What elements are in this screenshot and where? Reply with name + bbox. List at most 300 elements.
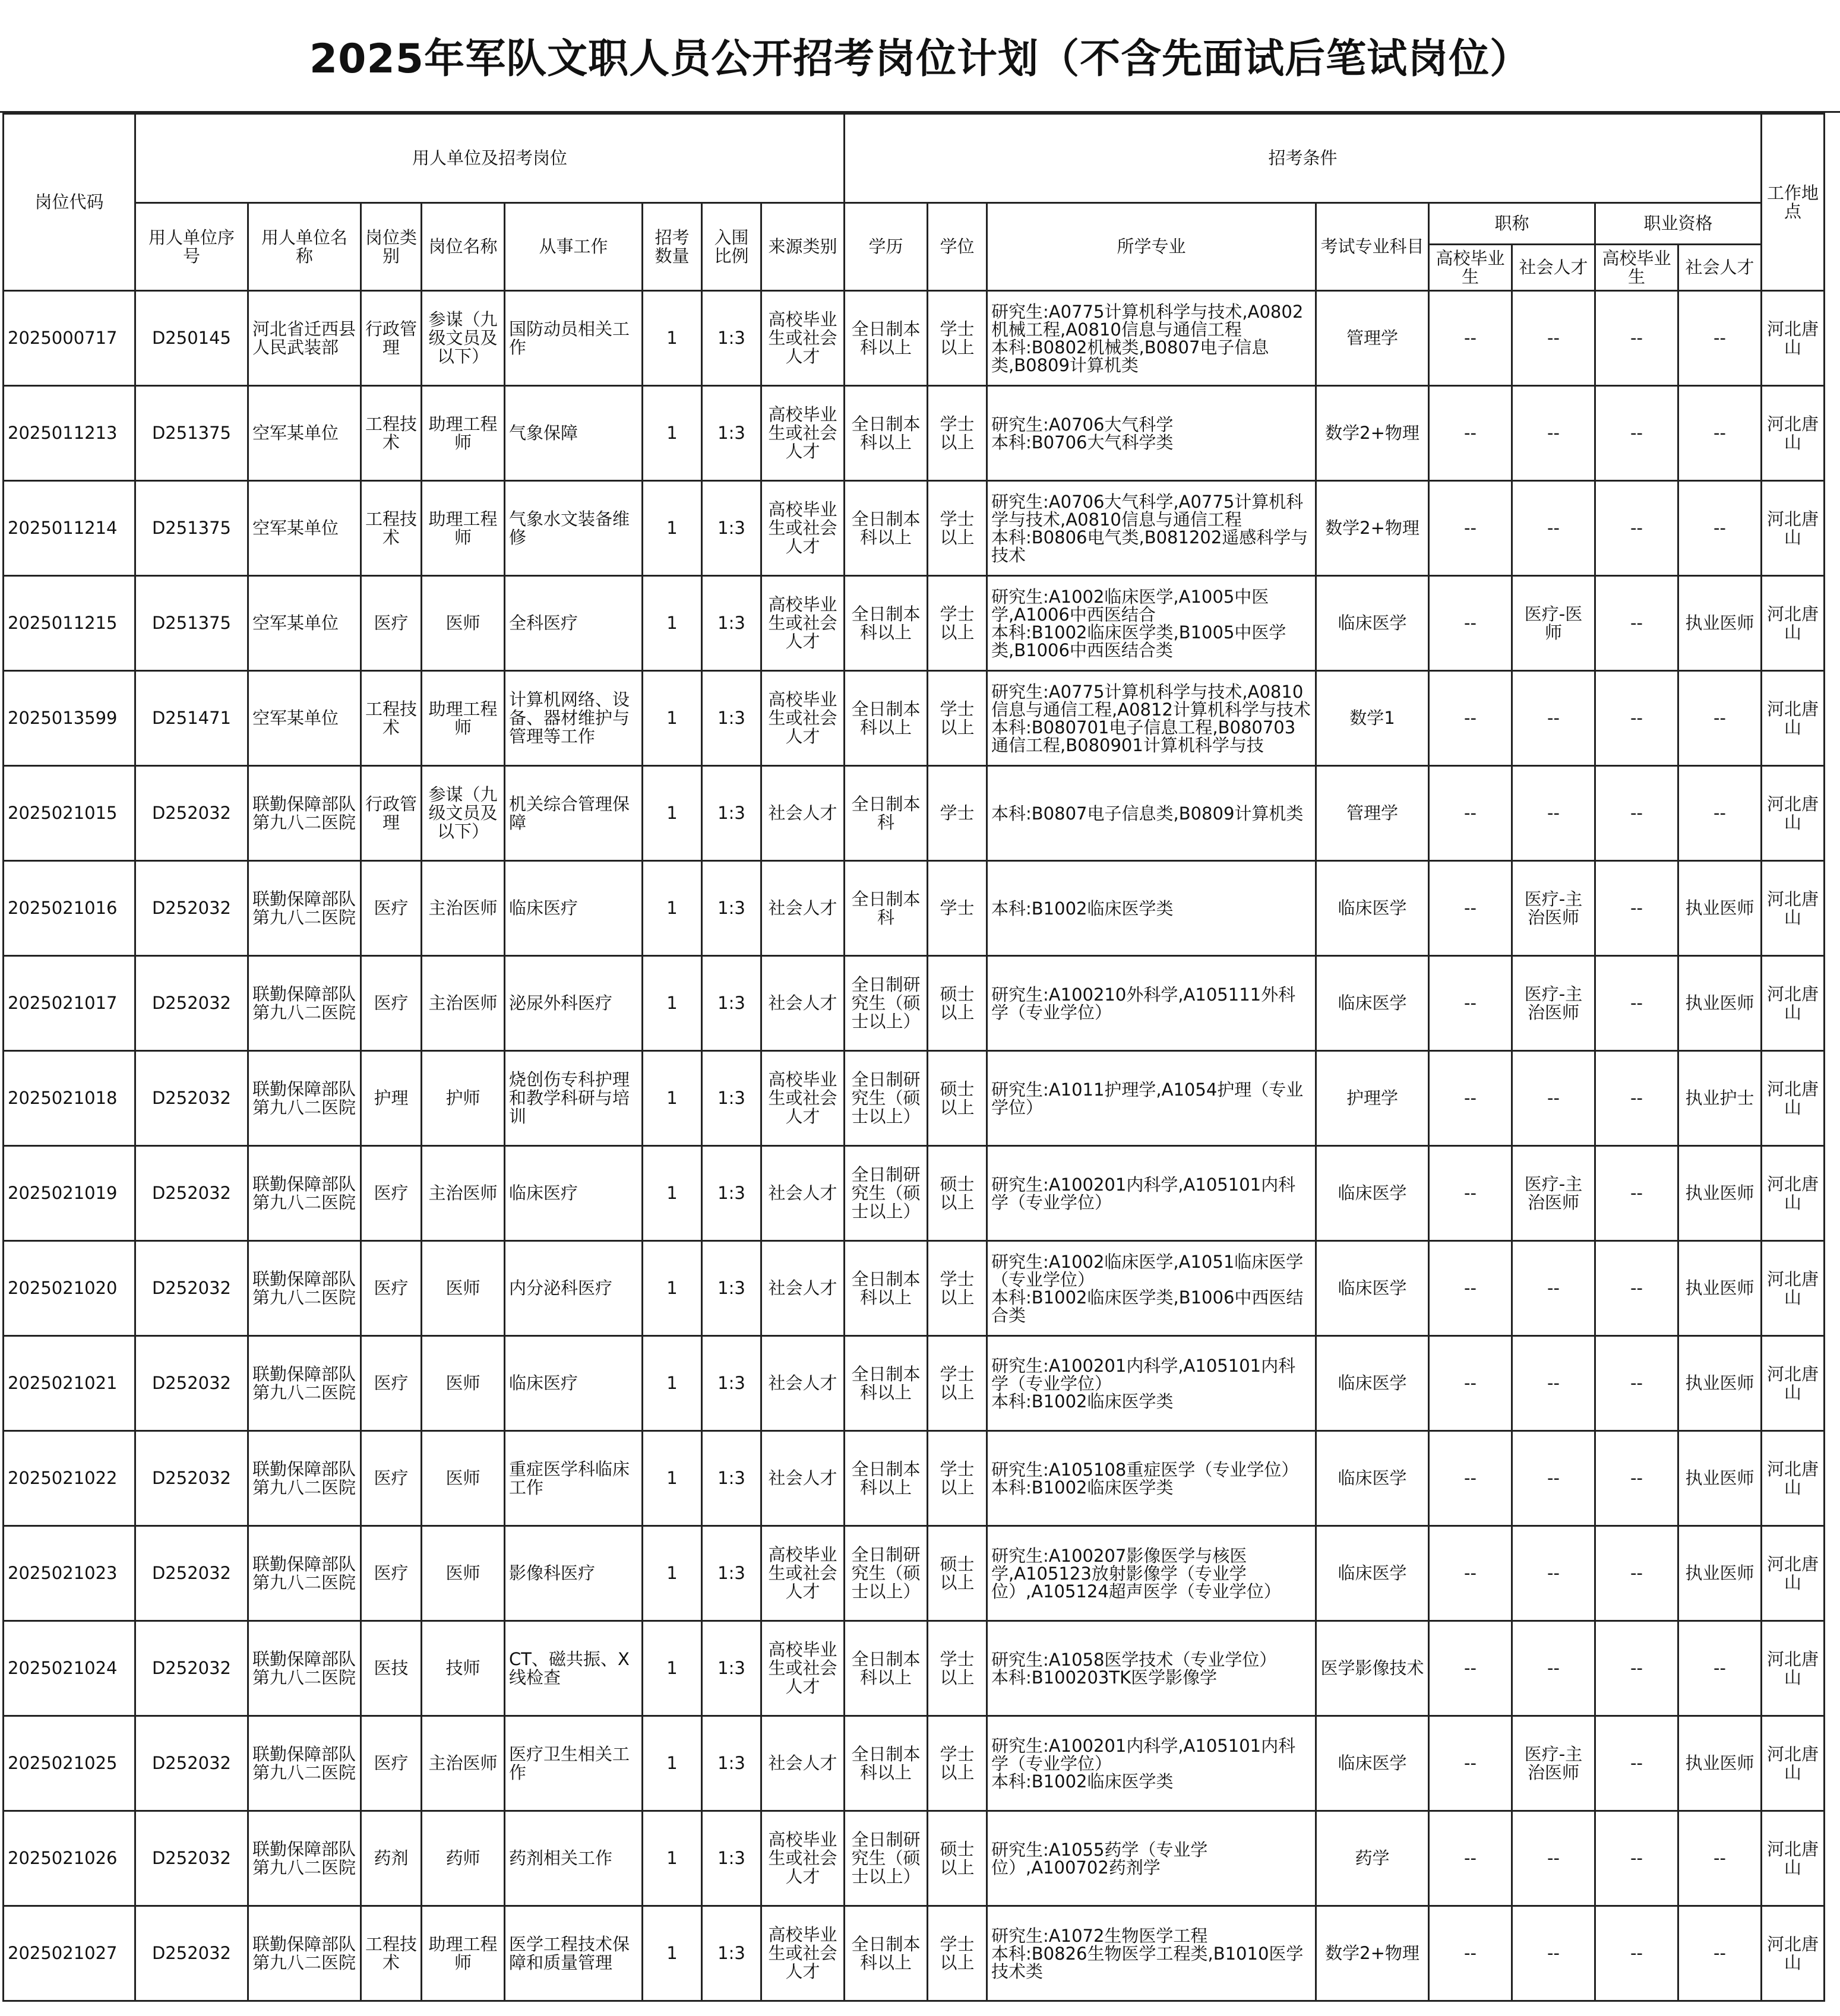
cell-unit-seq: D252032 [135, 1146, 248, 1241]
cell-source: 高校毕业生或社会人才 [761, 1526, 845, 1621]
cell-ratio: 1:3 [702, 576, 761, 671]
cell-qual-grad: -- [1595, 956, 1678, 1051]
cell-location: 河北唐山 [1762, 1621, 1825, 1716]
cell-quota: 1 [643, 1431, 702, 1526]
table-row [4, 386, 1825, 481]
cell-exam: 临床医学 [1316, 861, 1429, 956]
cell-degree: 学士以上 [928, 1716, 987, 1811]
cell-unit-seq: D252032 [135, 1906, 248, 2001]
cell-degree: 学士以上 [928, 386, 987, 481]
cell-title-grad: -- [1429, 1336, 1512, 1431]
cell-code: 2025021026 [4, 1811, 135, 1906]
cell-code: 2025021022 [4, 1431, 135, 1526]
table-row [4, 1811, 1825, 1906]
major-text: 研究生:A100207影像医学与核医学,A105123放射影像学（专业学位）,A105124超声医学（专业学位） [991, 1545, 1281, 1602]
major-text: 研究生:A100201内科学,A105101内科学（专业学位） [991, 1174, 1296, 1213]
cell-qual-grad: -- [1595, 1146, 1678, 1241]
cell-education: 全日制本科以上 [845, 1716, 928, 1811]
cell-code: 2025021025 [4, 1716, 135, 1811]
cell-work: 气象保障 [505, 386, 643, 481]
cell-qual-grad: -- [1595, 1811, 1678, 1906]
cell-ratio: 1:3 [702, 671, 761, 766]
cell-work: 临床医疗 [505, 1336, 643, 1431]
cell-location: 河北唐山 [1762, 766, 1825, 861]
cell-education: 全日制研究生（硕士以上） [845, 1526, 928, 1621]
table-row [4, 766, 1825, 861]
table-row [4, 671, 1825, 766]
cell-post-type: 工程技术 [361, 671, 422, 766]
cell-post-name: 主治医师 [422, 861, 505, 956]
cell-quota: 1 [643, 1146, 702, 1241]
cell-work: CT、磁共振、X线检查 [505, 1621, 643, 1716]
cell-title-grad: -- [1429, 481, 1512, 576]
major-text: 研究生:A1011护理学,A1054护理（专业学位） [991, 1079, 1304, 1118]
cell-quota: 1 [643, 766, 702, 861]
cell-post-type: 工程技术 [361, 1906, 422, 2001]
cell-code: 2025021027 [4, 1906, 135, 2001]
cell-exam: 管理学 [1316, 766, 1429, 861]
cell-location: 河北唐山 [1762, 956, 1825, 1051]
cell-degree: 硕士以上 [928, 956, 987, 1051]
cell-post-type: 医疗 [361, 1146, 422, 1241]
table-row [4, 1716, 1825, 1811]
cell-qual-grad: -- [1595, 1906, 1678, 2001]
cell-post-name: 助理工程师 [422, 671, 505, 766]
cell-major [987, 386, 1316, 481]
cell-major [987, 481, 1316, 576]
cell-title-grad: -- [1429, 576, 1512, 671]
cell-title-grad: -- [1429, 671, 1512, 766]
cell-unit-seq: D251375 [135, 386, 248, 481]
cell-degree: 学士以上 [928, 671, 987, 766]
cell-major [987, 1811, 1316, 1906]
cell-quota: 1 [643, 1621, 702, 1716]
cell-work: 临床医疗 [505, 1146, 643, 1241]
cell-source: 高校毕业生或社会人才 [761, 671, 845, 766]
cell-title-social: -- [1512, 671, 1595, 766]
cell-code: 2025021019 [4, 1146, 135, 1241]
cell-qual-social: 执业医师 [1678, 861, 1762, 956]
cell-education: 全日制本科以上 [845, 1621, 928, 1716]
cell-post-type: 工程技术 [361, 481, 422, 576]
header-conditions-group: 招考条件 [845, 114, 1762, 203]
cell-quota: 1 [643, 956, 702, 1051]
cell-source: 高校毕业生或社会人才 [761, 386, 845, 481]
header-education: 学历 [845, 203, 928, 291]
cell-ratio: 1:3 [702, 291, 761, 386]
cell-exam: 数学2+物理 [1316, 1906, 1429, 2001]
cell-degree: 学士以上 [928, 1336, 987, 1431]
cell-unit-name: 空军某单位 [248, 386, 361, 481]
cell-title-social: -- [1512, 1621, 1595, 1716]
cell-qual-grad: -- [1595, 576, 1678, 671]
cell-ratio: 1:3 [702, 386, 761, 481]
cell-qual-social: 执业医师 [1678, 956, 1762, 1051]
cell-post-type: 药剂 [361, 1811, 422, 1906]
table-row [4, 1051, 1825, 1146]
cell-qual-social: -- [1678, 1811, 1762, 1906]
cell-education: 全日制本科 [845, 861, 928, 956]
cell-title-social: 医疗-主治医师 [1512, 1716, 1595, 1811]
cell-post-name: 主治医师 [422, 956, 505, 1051]
cell-qual-grad: -- [1595, 291, 1678, 386]
cell-title-grad: -- [1429, 1526, 1512, 1621]
cell-post-type: 医疗 [361, 861, 422, 956]
cell-post-name: 主治医师 [422, 1146, 505, 1241]
cell-post-name: 助理工程师 [422, 386, 505, 481]
cell-code: 2025021015 [4, 766, 135, 861]
cell-code: 2025011214 [4, 481, 135, 576]
cell-unit-seq: D251375 [135, 576, 248, 671]
cell-exam: 医学影像技术 [1316, 1621, 1429, 1716]
cell-ratio: 1:3 [702, 1146, 761, 1241]
cell-education: 全日制本科以上 [845, 576, 928, 671]
cell-education: 全日制研究生（硕士以上） [845, 1811, 928, 1906]
cell-code: 2025021023 [4, 1526, 135, 1621]
cell-ratio: 1:3 [702, 766, 761, 861]
cell-post-type: 医技 [361, 1621, 422, 1716]
cell-location: 河北唐山 [1762, 386, 1825, 481]
cell-unit-name: 联勤保障部队第九八二医院 [248, 1621, 361, 1716]
header-employer-group: 用人单位及招考岗位 [135, 114, 845, 203]
cell-degree: 学士 [928, 861, 987, 956]
cell-education: 全日制本科以上 [845, 671, 928, 766]
cell-qual-grad: -- [1595, 1336, 1678, 1431]
cell-quota: 1 [643, 1716, 702, 1811]
table-row [4, 481, 1825, 576]
cell-post-type: 医疗 [361, 576, 422, 671]
cell-degree: 学士以上 [928, 1431, 987, 1526]
cell-post-name: 医师 [422, 1336, 505, 1431]
cell-unit-seq: D252032 [135, 766, 248, 861]
cell-title-social: -- [1512, 1906, 1595, 2001]
cell-source: 社会人才 [761, 1241, 845, 1336]
header-title-group: 职称 [1429, 203, 1595, 245]
cell-title-social: -- [1512, 766, 1595, 861]
cell-title-social: 医疗-主治医师 [1512, 956, 1595, 1051]
header-qual-group: 职业资格 [1595, 203, 1762, 245]
cell-source: 社会人才 [761, 861, 845, 956]
cell-unit-seq: D251471 [135, 671, 248, 766]
cell-unit-name: 联勤保障部队第九八二医院 [248, 1526, 361, 1621]
header-qual-social: 社会人才 [1678, 245, 1762, 291]
cell-exam: 护理学 [1316, 1051, 1429, 1146]
cell-degree: 学士以上 [928, 576, 987, 671]
cell-location: 河北唐山 [1762, 1526, 1825, 1621]
table-row [4, 1336, 1825, 1431]
cell-unit-seq: D251375 [135, 481, 248, 576]
cell-post-name: 医师 [422, 1431, 505, 1526]
major-text: 本科:B0807电子信息类,B0809计算机类 [991, 803, 1304, 824]
cell-post-name: 助理工程师 [422, 1906, 505, 2001]
cell-major [987, 956, 1316, 1051]
cell-post-type: 护理 [361, 1051, 422, 1146]
cell-education: 全日制本科以上 [845, 1241, 928, 1336]
major-text: 研究生:A1002临床医学,A1051临床医学（专业学位） 本科:B1002临床医学类,B1006中西医结合类 [991, 1251, 1304, 1325]
major-text: 研究生:A1002临床医学,A1005中医学,A1006中西医结合 本科:B1002临床医学类,B1005中医学类,B1006中西医结合类 [991, 586, 1286, 660]
cell-code: 2025021016 [4, 861, 135, 956]
cell-unit-name: 空军某单位 [248, 671, 361, 766]
cell-post-type: 行政管理 [361, 766, 422, 861]
recruitment-table [2, 113, 1825, 2002]
cell-qual-social: 执业医师 [1678, 1526, 1762, 1621]
cell-major [987, 1146, 1316, 1241]
cell-quota: 1 [643, 671, 702, 766]
cell-source: 高校毕业生或社会人才 [761, 1051, 845, 1146]
cell-title-grad: -- [1429, 1241, 1512, 1336]
cell-qual-social: 执业护士 [1678, 1051, 1762, 1146]
cell-qual-social: -- [1678, 766, 1762, 861]
cell-unit-name: 联勤保障部队第九八二医院 [248, 1051, 361, 1146]
cell-quota: 1 [643, 291, 702, 386]
cell-source: 高校毕业生或社会人才 [761, 1811, 845, 1906]
cell-post-name: 护师 [422, 1051, 505, 1146]
cell-source: 高校毕业生或社会人才 [761, 1906, 845, 2001]
table-body [4, 291, 1825, 2001]
cell-qual-grad: -- [1595, 861, 1678, 956]
cell-qual-social: -- [1678, 1621, 1762, 1716]
table-row [4, 1906, 1825, 2001]
cell-post-type: 工程技术 [361, 386, 422, 481]
cell-exam: 数学2+物理 [1316, 386, 1429, 481]
cell-qual-grad: -- [1595, 1431, 1678, 1526]
cell-title-grad: -- [1429, 861, 1512, 956]
cell-unit-name: 空军某单位 [248, 481, 361, 576]
cell-major [987, 1241, 1316, 1336]
cell-qual-social: -- [1678, 386, 1762, 481]
cell-post-name: 主治医师 [422, 1716, 505, 1811]
cell-major [987, 291, 1316, 386]
cell-major [987, 576, 1316, 671]
major-text: 本科:B1002临床医学类 [991, 898, 1174, 919]
cell-quota: 1 [643, 1811, 702, 1906]
cell-degree: 学士以上 [928, 1241, 987, 1336]
page-title: 2025年军队文职人员公开招考岗位计划（不含先面试后笔试岗位） [0, 0, 1840, 113]
cell-degree: 硕士以上 [928, 1526, 987, 1621]
cell-qual-grad: -- [1595, 671, 1678, 766]
cell-title-social: -- [1512, 1336, 1595, 1431]
cell-location: 河北唐山 [1762, 1146, 1825, 1241]
header-code: 岗位代码 [4, 114, 135, 291]
cell-quota: 1 [643, 1336, 702, 1431]
cell-source: 高校毕业生或社会人才 [761, 291, 845, 386]
header-degree: 学位 [928, 203, 987, 291]
header-unit-name: 用人单位名 称 [248, 203, 361, 291]
cell-major [987, 1526, 1316, 1621]
cell-ratio: 1:3 [702, 1621, 761, 1716]
header-unit-seq: 用人单位序 号 [135, 203, 248, 291]
cell-qual-social: 执业医师 [1678, 1241, 1762, 1336]
cell-ratio: 1:3 [702, 1431, 761, 1526]
cell-code: 2025011213 [4, 386, 135, 481]
cell-ratio: 1:3 [702, 1811, 761, 1906]
cell-qual-social: 执业医师 [1678, 576, 1762, 671]
cell-work: 药剂相关工作 [505, 1811, 643, 1906]
cell-qual-social: -- [1678, 481, 1762, 576]
cell-exam: 临床医学 [1316, 1146, 1429, 1241]
major-text: 研究生:A0775计算机科学与技术,A0810信息与通信工程,A0812计算机科学与技术 本科:B080701电子信息工程,B080703通信工程,B080901计算机科学与技 [991, 681, 1311, 755]
cell-major [987, 1336, 1316, 1431]
cell-code: 2025021017 [4, 956, 135, 1051]
cell-exam: 临床医学 [1316, 1431, 1429, 1526]
cell-title-grad: -- [1429, 1906, 1512, 2001]
cell-unit-name: 联勤保障部队第九八二医院 [248, 1241, 361, 1336]
table-row [4, 291, 1825, 386]
cell-quota: 1 [643, 1051, 702, 1146]
cell-education: 全日制本科以上 [845, 1431, 928, 1526]
cell-code: 2025021018 [4, 1051, 135, 1146]
cell-qual-grad: -- [1595, 481, 1678, 576]
major-text: 研究生:A100201内科学,A105101内科学（专业学位） 本科:B1002临床医学类 [991, 1355, 1296, 1411]
cell-work: 医学工程技术保障和质量管理 [505, 1906, 643, 2001]
cell-unit-name: 联勤保障部队第九八二医院 [248, 1146, 361, 1241]
table-row [4, 861, 1825, 956]
cell-ratio: 1:3 [702, 481, 761, 576]
major-text: 研究生:A1055药学（专业学位）,A100702药剂学 [991, 1839, 1208, 1878]
header-post-type: 岗位类别 [361, 203, 422, 291]
cell-code: 2025011215 [4, 576, 135, 671]
cell-quota: 1 [643, 576, 702, 671]
cell-degree: 学士以上 [928, 1621, 987, 1716]
cell-unit-name: 联勤保障部队第九八二医院 [248, 766, 361, 861]
cell-title-social: 医疗-主治医师 [1512, 1146, 1595, 1241]
cell-ratio: 1:3 [702, 861, 761, 956]
cell-major [987, 671, 1316, 766]
cell-unit-seq: D252032 [135, 861, 248, 956]
cell-location: 河北唐山 [1762, 576, 1825, 671]
header-qual-grad: 高校毕业生 [1595, 245, 1678, 291]
cell-education: 全日制本科以上 [845, 386, 928, 481]
cell-code: 2025021021 [4, 1336, 135, 1431]
cell-post-name: 药师 [422, 1811, 505, 1906]
cell-qual-grad: -- [1595, 1051, 1678, 1146]
table-row [4, 956, 1825, 1051]
cell-education: 全日制研究生（硕士以上） [845, 956, 928, 1051]
cell-title-social: -- [1512, 481, 1595, 576]
cell-code: 2025021020 [4, 1241, 135, 1336]
cell-post-name: 医师 [422, 1526, 505, 1621]
cell-unit-seq: D250145 [135, 291, 248, 386]
header-post-name: 岗位名称 [422, 203, 505, 291]
cell-qual-grad: -- [1595, 386, 1678, 481]
cell-unit-name: 联勤保障部队第九八二医院 [248, 956, 361, 1051]
cell-exam: 临床医学 [1316, 1241, 1429, 1336]
cell-source: 社会人才 [761, 766, 845, 861]
cell-title-grad: -- [1429, 766, 1512, 861]
major-text: 研究生:A1072生物医学工程 本科:B0826生物医学工程类,B1010医学技术类 [991, 1925, 1304, 1982]
cell-degree: 学士 [928, 766, 987, 861]
cell-location: 河北唐山 [1762, 1051, 1825, 1146]
cell-title-grad: -- [1429, 1716, 1512, 1811]
cell-title-social: -- [1512, 291, 1595, 386]
cell-qual-grad: -- [1595, 1621, 1678, 1716]
table-row [4, 1241, 1825, 1336]
cell-quota: 1 [643, 1526, 702, 1621]
table-row [4, 576, 1825, 671]
cell-work: 泌尿外科医疗 [505, 956, 643, 1051]
cell-post-type: 医疗 [361, 1526, 422, 1621]
cell-degree: 硕士以上 [928, 1811, 987, 1906]
cell-exam: 临床医学 [1316, 1716, 1429, 1811]
cell-post-type: 医疗 [361, 1431, 422, 1526]
cell-title-social: -- [1512, 1526, 1595, 1621]
cell-qual-grad: -- [1595, 1241, 1678, 1336]
major-text: 研究生:A0706大气科学,A0775计算机科学与技术,A0810信息与通信工程 本科:B0806电气类,B081202遥感科学与技术 [991, 491, 1308, 565]
cell-major [987, 1051, 1316, 1146]
cell-work: 影像科医疗 [505, 1526, 643, 1621]
cell-unit-seq: D252032 [135, 1621, 248, 1716]
cell-post-name: 参谋（九级文员及以下） [422, 766, 505, 861]
cell-location: 河北唐山 [1762, 1241, 1825, 1336]
header-work: 从事工作 [505, 203, 643, 291]
cell-work: 国防动员相关工作 [505, 291, 643, 386]
cell-qual-grad: -- [1595, 1526, 1678, 1621]
cell-unit-name: 河北省迁西县人民武装部 [248, 291, 361, 386]
cell-exam: 临床医学 [1316, 1336, 1429, 1431]
cell-title-social: -- [1512, 1431, 1595, 1526]
cell-title-grad: -- [1429, 1051, 1512, 1146]
cell-major [987, 861, 1316, 956]
cell-code: 2025013599 [4, 671, 135, 766]
cell-post-name: 医师 [422, 576, 505, 671]
cell-education: 全日制本科以上 [845, 481, 928, 576]
major-text: 研究生:A105108重症医学（专业学位） 本科:B1002临床医学类 [991, 1459, 1299, 1498]
cell-work: 全科医疗 [505, 576, 643, 671]
header-quota: 招考数量 [643, 203, 702, 291]
cell-education: 全日制本科以上 [845, 1906, 928, 2001]
cell-ratio: 1:3 [702, 956, 761, 1051]
major-text: 研究生:A0706大气科学 本科:B0706大气科学类 [991, 414, 1174, 452]
cell-qual-grad: -- [1595, 1716, 1678, 1811]
cell-quota: 1 [643, 481, 702, 576]
cell-location: 河北唐山 [1762, 481, 1825, 576]
header-exam: 考试专业科目 [1316, 203, 1429, 291]
cell-exam: 临床医学 [1316, 1526, 1429, 1621]
cell-title-grad: -- [1429, 386, 1512, 481]
cell-title-social: -- [1512, 1051, 1595, 1146]
cell-location: 河北唐山 [1762, 1811, 1825, 1906]
cell-post-name: 参谋（九级文员及以下） [422, 291, 505, 386]
cell-title-social: -- [1512, 386, 1595, 481]
cell-source: 社会人才 [761, 1431, 845, 1526]
cell-unit-seq: D252032 [135, 1051, 248, 1146]
cell-source: 社会人才 [761, 1716, 845, 1811]
cell-work: 医疗卫生相关工作 [505, 1716, 643, 1811]
header-major: 所学专业 [987, 203, 1316, 291]
table-row [4, 1526, 1825, 1621]
cell-qual-social: -- [1678, 671, 1762, 766]
cell-unit-seq: D252032 [135, 1811, 248, 1906]
cell-exam: 数学2+物理 [1316, 481, 1429, 576]
cell-education: 全日制本科以上 [845, 291, 928, 386]
cell-location: 河北唐山 [1762, 1906, 1825, 2001]
cell-qual-social: -- [1678, 1906, 1762, 2001]
cell-exam: 管理学 [1316, 291, 1429, 386]
cell-unit-name: 联勤保障部队第九八二医院 [248, 1811, 361, 1906]
cell-title-grad: -- [1429, 1621, 1512, 1716]
major-text: 研究生:A0775计算机科学与技术,A0802机械工程,A0810信息与通信工程 本科:B0802机械类,B0807电子信息类,B0809计算机类 [991, 301, 1304, 375]
table-row [4, 1621, 1825, 1716]
cell-unit-name: 联勤保障部队第九八二医院 [248, 1716, 361, 1811]
cell-unit-name: 联勤保障部队第九八二医院 [248, 1336, 361, 1431]
header-ratio: 入围比例 [702, 203, 761, 291]
cell-education: 全日制本科以上 [845, 1336, 928, 1431]
cell-ratio: 1:3 [702, 1716, 761, 1811]
cell-title-grad: -- [1429, 956, 1512, 1051]
cell-qual-social: 执业医师 [1678, 1336, 1762, 1431]
cell-title-grad: -- [1429, 291, 1512, 386]
cell-unit-name: 联勤保障部队第九八二医院 [248, 861, 361, 956]
